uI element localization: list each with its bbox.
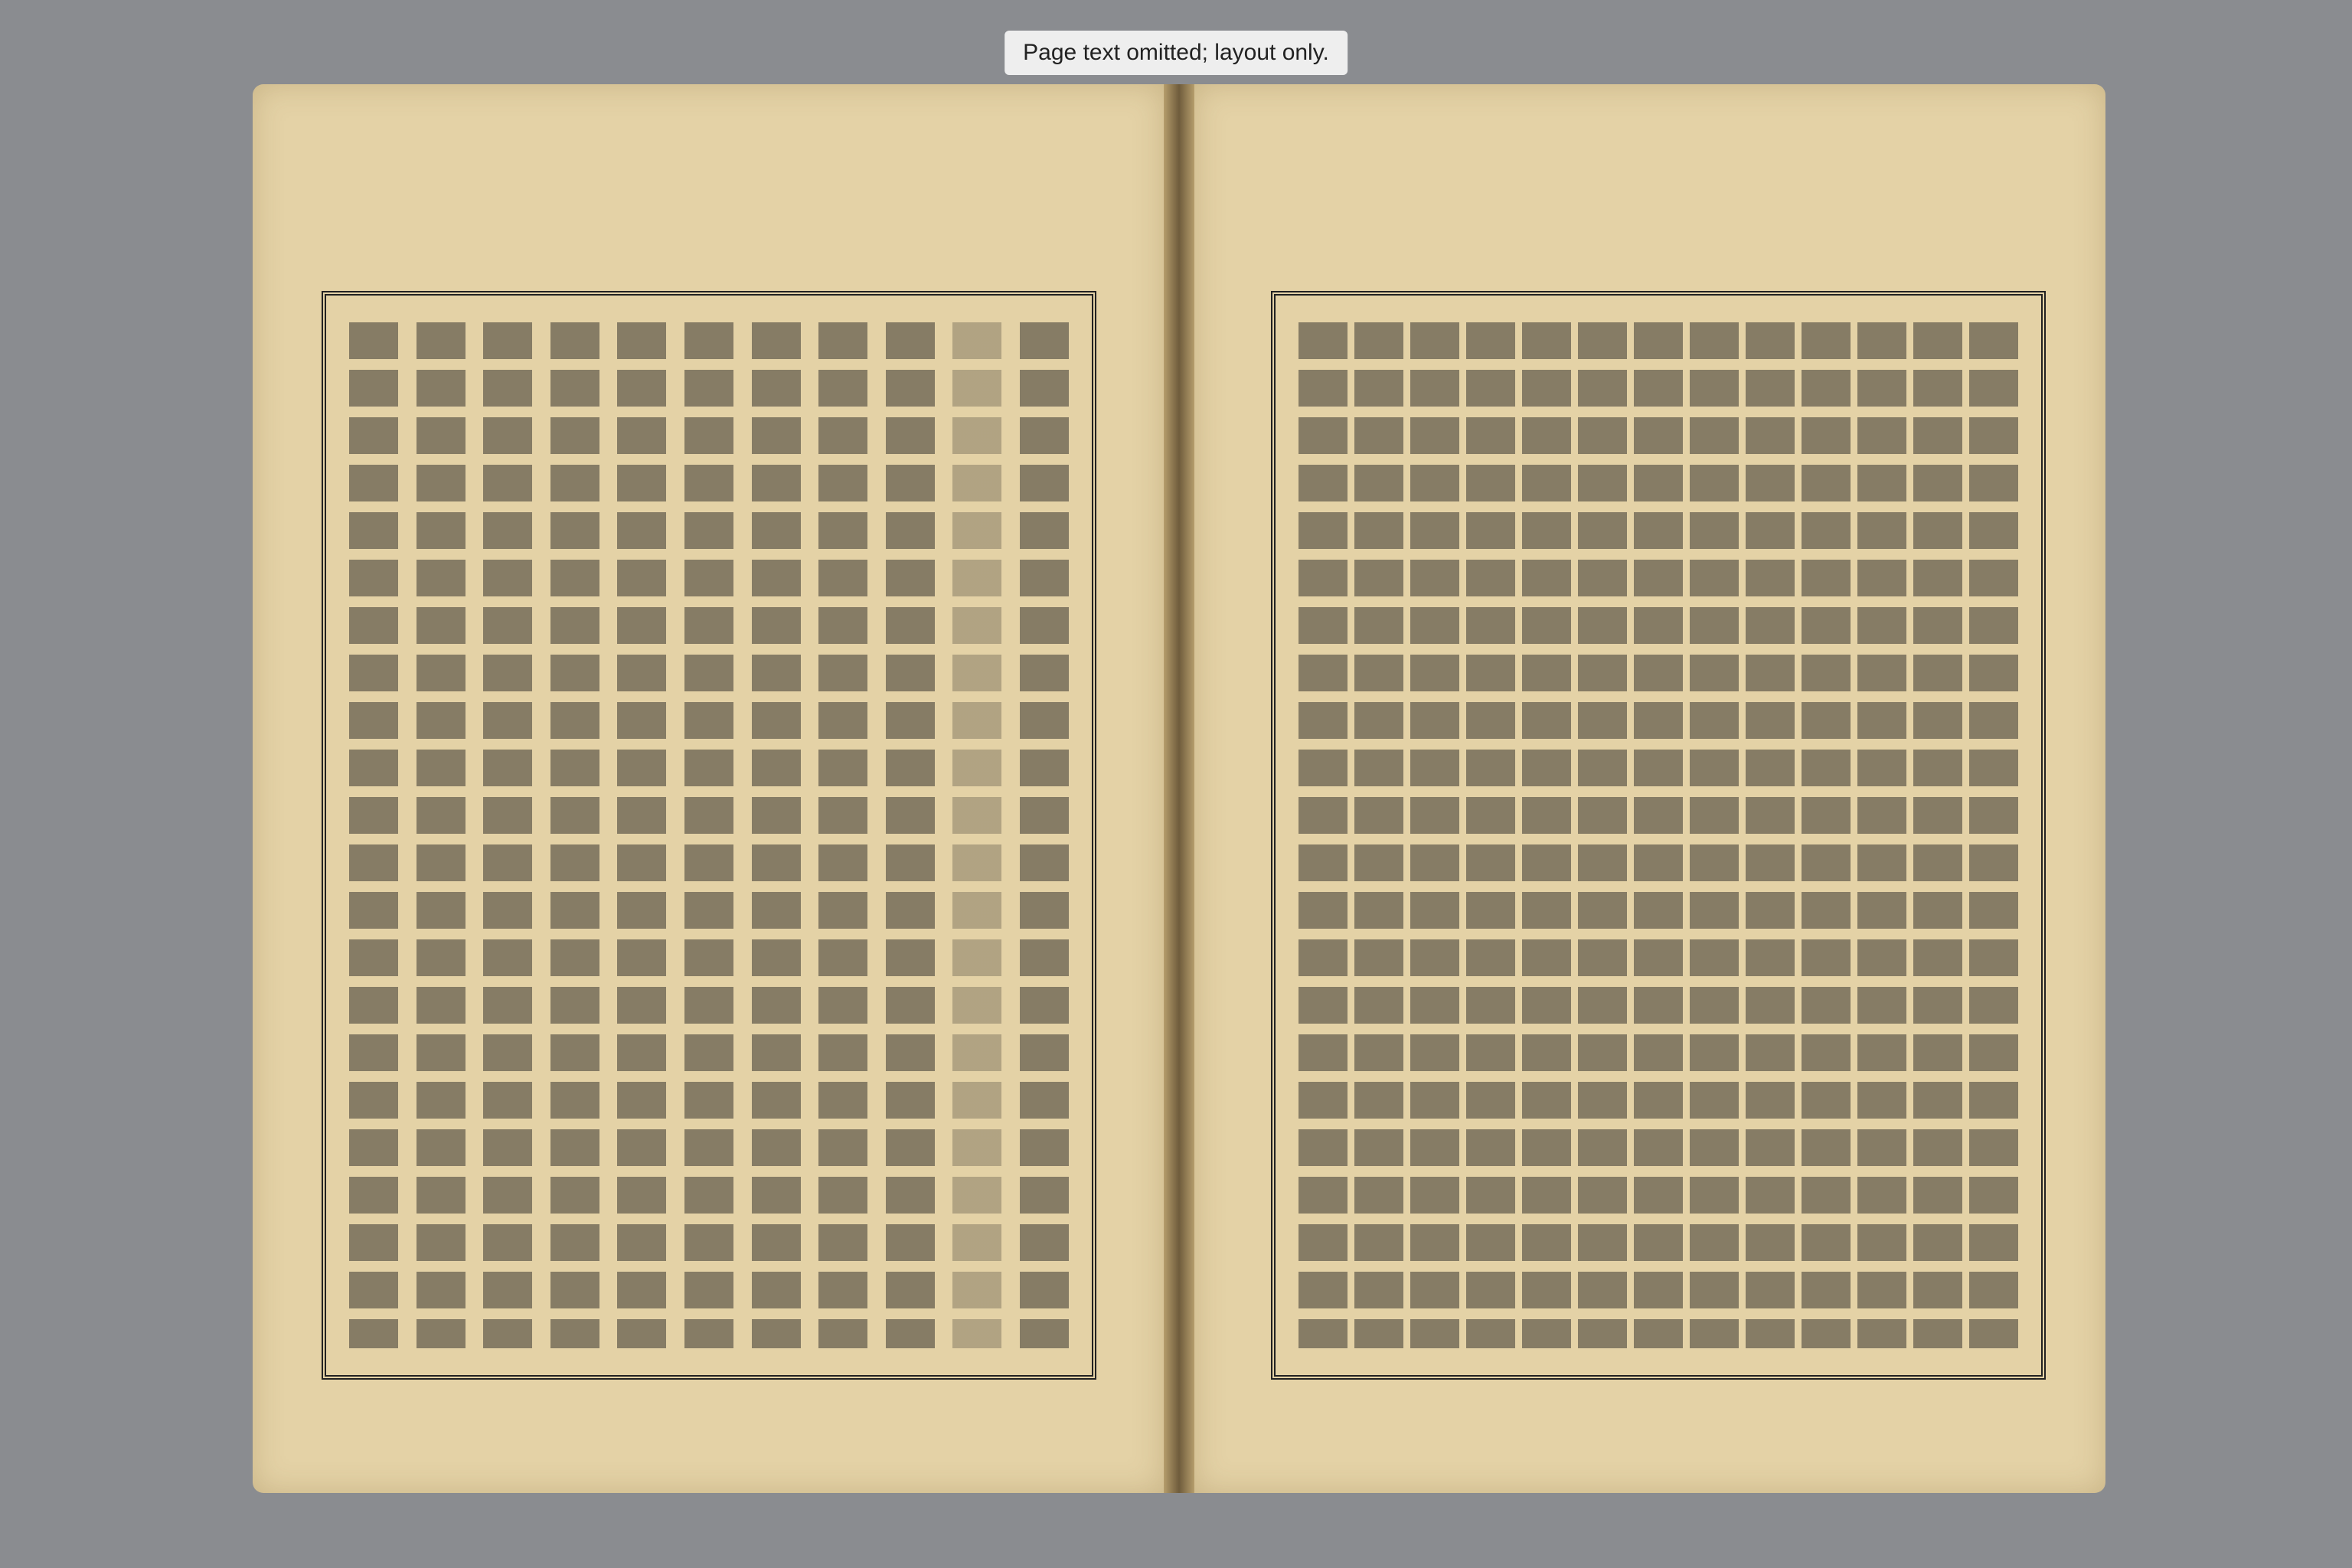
- text-column: [1354, 322, 1403, 1348]
- text-column: [550, 322, 599, 1348]
- book-gutter: [1164, 84, 1194, 1493]
- text-column: [1578, 322, 1627, 1348]
- text-column: [617, 322, 666, 1348]
- omission-note: Page text omitted; layout only.: [1004, 31, 1348, 75]
- text-column: [349, 322, 398, 1348]
- open-book: [253, 84, 2105, 1493]
- text-column: [1466, 322, 1515, 1348]
- right-page-frame: [1271, 291, 2046, 1380]
- text-column: [1020, 322, 1069, 1348]
- text-column: [818, 322, 867, 1348]
- text-column: [684, 322, 733, 1348]
- text-column: [1522, 322, 1571, 1348]
- text-column: [752, 322, 801, 1348]
- text-column: [952, 322, 1001, 1348]
- text-column: [1410, 322, 1459, 1348]
- left-text-columns: [349, 322, 1069, 1348]
- text-column: [483, 322, 532, 1348]
- text-column: [886, 322, 935, 1348]
- right-text-columns: [1298, 322, 2018, 1348]
- text-column: [1634, 322, 1683, 1348]
- text-column: [416, 322, 466, 1348]
- text-column: [1298, 322, 1348, 1348]
- text-column: [1969, 322, 2018, 1348]
- left-page-frame: [322, 291, 1096, 1380]
- text-column: [1746, 322, 1795, 1348]
- right-page: [1194, 84, 2105, 1493]
- text-column: [1802, 322, 1851, 1348]
- text-column: [1690, 322, 1739, 1348]
- text-column: [1913, 322, 1962, 1348]
- left-page: [253, 84, 1164, 1493]
- text-column: [1857, 322, 1906, 1348]
